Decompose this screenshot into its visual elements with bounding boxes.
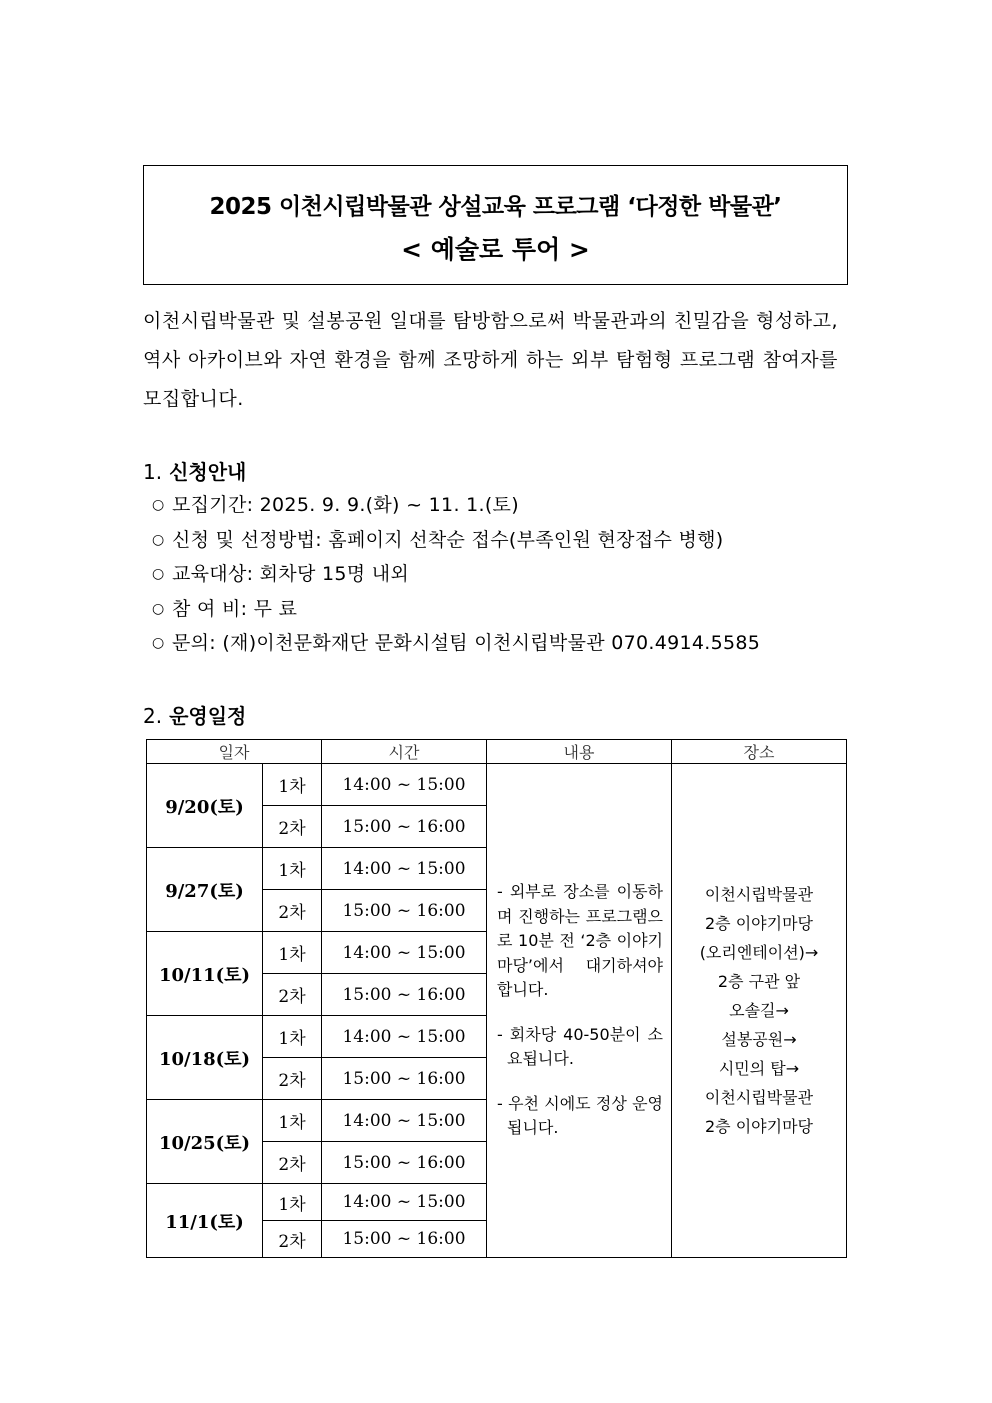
session-cell: 1차 (263, 848, 322, 890)
date-cell: 10/18(토) (147, 1016, 263, 1100)
place-line: 설봉공원→ (721, 1030, 797, 1049)
list-item (152, 592, 760, 627)
table-header-row (147, 740, 847, 764)
session-cell: 2차 (263, 806, 322, 848)
section-title: 신청안내 (169, 460, 247, 484)
session-cell: 1차 (263, 1016, 322, 1058)
session-cell: 2차 (263, 1221, 322, 1258)
place-line: (오리엔테이션)→ (699, 943, 819, 962)
info-fee: 참 여 비: 무 료 (172, 597, 298, 620)
header-time: 시간 (322, 740, 487, 764)
time-cell: 14:00 ~ 15:00 (322, 1016, 487, 1058)
content-note-3: - 우천 시에도 정상 운영됩니다. (497, 1093, 664, 1138)
session-cell: 2차 (263, 974, 322, 1016)
time-cell: 15:00 ~ 16:00 (322, 1058, 487, 1100)
info-contact: 문의: (재)이천문화재단 문화시설팀 이천시립박물관 070.4914.5585 (172, 632, 761, 654)
info-target: 교육대상: 회차당 15명 내외 (172, 563, 410, 585)
table-row (147, 764, 847, 806)
header-date: 일자 (147, 740, 322, 764)
place-line: 오솔길→ (729, 1001, 789, 1020)
list-item (152, 488, 760, 523)
time-cell: 15:00 ~ 16:00 (322, 1142, 487, 1184)
circle-bullet-icon: ○ (152, 600, 165, 617)
circle-bullet-icon: ○ (152, 497, 165, 514)
section-heading-application (143, 456, 246, 485)
time-cell: 14:00 ~ 15:00 (322, 1100, 487, 1142)
date-cell: 10/11(토) (147, 932, 263, 1016)
session-cell: 1차 (263, 1184, 322, 1221)
time-cell: 15:00 ~ 16:00 (322, 1221, 487, 1258)
header-place: 장소 (672, 740, 847, 764)
circle-bullet-icon: ○ (152, 566, 165, 583)
application-info-list (152, 488, 760, 661)
place-line: 2층 이야기마당 (705, 914, 814, 933)
date-cell: 9/20(토) (147, 764, 263, 848)
date-cell: 10/25(토) (147, 1100, 263, 1184)
date-cell: 11/1(토) (147, 1184, 263, 1258)
time-cell: 14:00 ~ 15:00 (322, 932, 487, 974)
page-subtitle: < 예술로 투어 > (401, 235, 590, 264)
time-cell: 14:00 ~ 15:00 (322, 848, 487, 890)
time-cell: 14:00 ~ 15:00 (322, 1184, 487, 1221)
session-cell: 2차 (263, 1142, 322, 1184)
page-title: 2025 이천시립박물관 상설교육 프로그램 ‘다정한 박물관’ (209, 194, 782, 220)
content-note-2: - 회차당 40-50분이 소요됩니다. (497, 1024, 664, 1069)
session-cell: 2차 (263, 1058, 322, 1100)
place-line: 2층 구관 앞 (717, 972, 801, 991)
session-cell: 1차 (263, 1100, 322, 1142)
list-item (152, 523, 760, 558)
time-cell: 15:00 ~ 16:00 (322, 890, 487, 932)
place-line: 이천시립박물관 (704, 1088, 814, 1107)
title-box (143, 165, 848, 285)
circle-bullet-icon: ○ (152, 531, 165, 548)
session-cell: 2차 (263, 890, 322, 932)
section-number: 1. (143, 460, 163, 484)
time-cell: 15:00 ~ 16:00 (322, 806, 487, 848)
header-content: 내용 (487, 740, 672, 764)
section-heading-schedule (143, 700, 246, 729)
info-method: 신청 및 선정방법: 홈페이지 선착순 접수(부족인원 현장접수 병행) (172, 528, 724, 551)
place-line: 2층 이야기마당 (705, 1117, 814, 1136)
time-cell: 14:00 ~ 15:00 (322, 764, 487, 806)
time-cell: 15:00 ~ 16:00 (322, 974, 487, 1016)
list-item (152, 557, 760, 592)
info-period: 모집기간: 2025. 9. 9.(화) ~ 11. 1.(토) (172, 494, 519, 516)
session-cell: 1차 (263, 764, 322, 806)
schedule-table (146, 739, 847, 1258)
circle-bullet-icon: ○ (152, 635, 165, 652)
intro-paragraph: 이천시립박물관 및 설봉공원 일대를 탐방함으로써 박물관과의 친밀감을 형성하고, 역사 아카이브와 자연 환경을 함께 조망하게 하는 외부 탐험형 프로그램 참여자를 모집합니다. (143, 310, 838, 410)
content-cell (487, 764, 672, 1258)
section-title: 운영일정 (169, 704, 247, 728)
place-cell (672, 764, 847, 1258)
session-cell: 1차 (263, 932, 322, 974)
content-note-1: - 외부로 장소를 이동하며 진행하는 프로그램으로 10분 전 ‘2층 이야기마당’에서 대기하셔야 합니다. (497, 882, 664, 1000)
list-item (152, 626, 760, 661)
date-cell: 9/27(토) (147, 848, 263, 932)
section-number: 2. (143, 704, 163, 728)
place-line: 시민의 탑→ (718, 1059, 800, 1078)
place-line: 이천시립박물관 (704, 885, 814, 904)
